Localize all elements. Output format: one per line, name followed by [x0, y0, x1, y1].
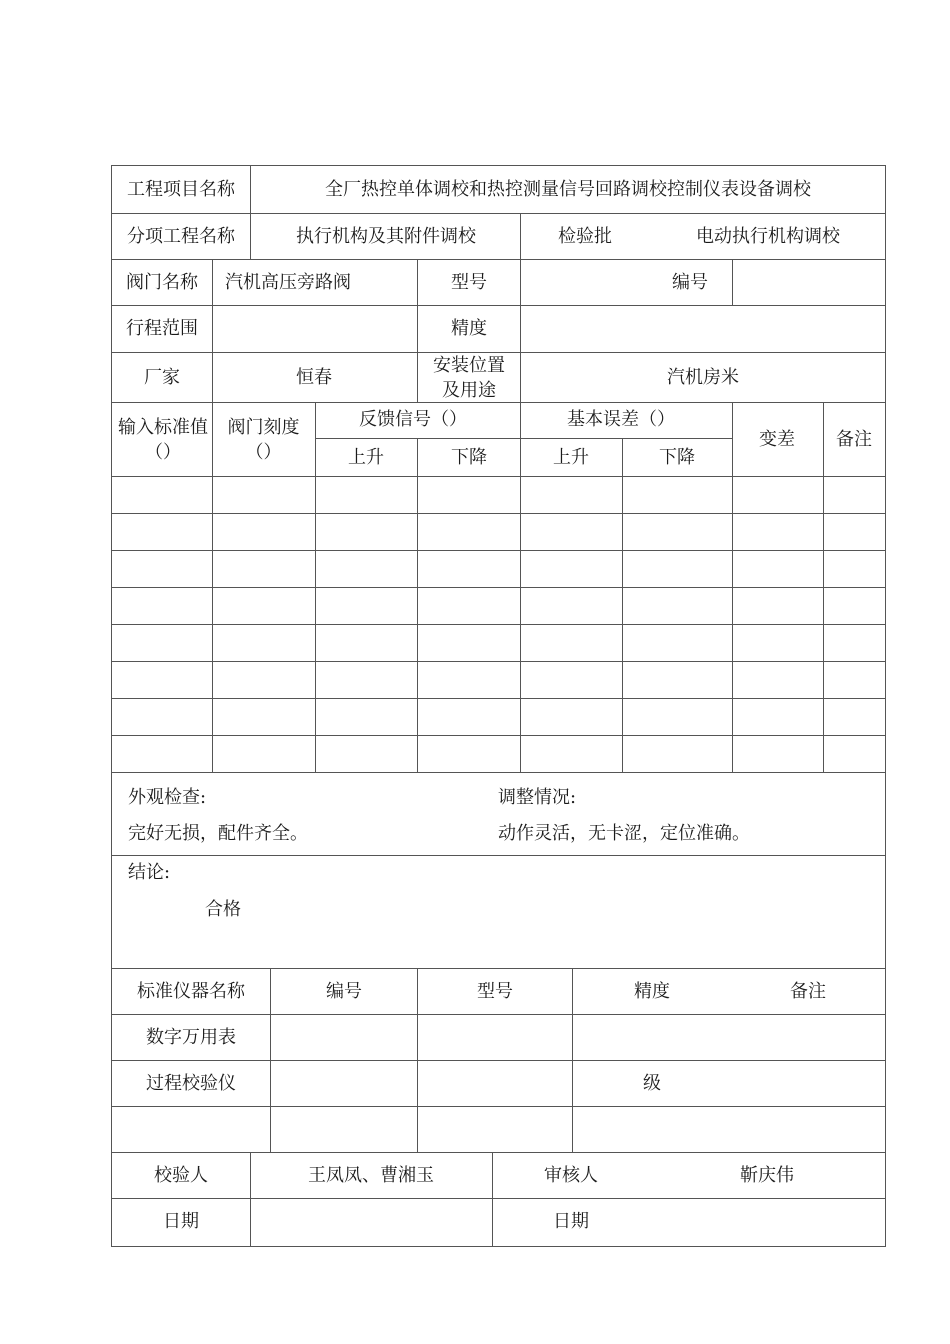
rule	[622, 438, 623, 772]
rule	[111, 1014, 886, 1015]
rule	[111, 968, 886, 969]
manufacturer-value: 恒春	[296, 367, 332, 388]
rule	[520, 259, 521, 402]
instrument-header-accuracy: 精度	[634, 981, 670, 1002]
rule	[111, 1198, 886, 1199]
checker-label: 校验人	[154, 1165, 208, 1186]
sub-project-value: 执行机构及其附件调校	[296, 226, 476, 247]
install-location-value: 汽机房米	[667, 367, 739, 388]
error-rise: 上升	[553, 447, 589, 468]
rule	[111, 624, 886, 625]
rule	[111, 698, 886, 699]
rule	[111, 587, 886, 588]
rule	[315, 402, 316, 772]
rule	[212, 259, 213, 772]
rule	[111, 213, 886, 214]
col-input-standard: 输入标准值（）	[118, 417, 208, 463]
project-name-value: 全厂热控单体调校和热控测量信号回路调校控制仪表设备调校	[325, 179, 811, 200]
rule	[111, 305, 886, 306]
rule	[823, 402, 824, 772]
install-location-label: 安装位置及用途	[433, 355, 505, 401]
valve-name-value: 汽机高压旁路阀	[225, 272, 351, 293]
rule	[111, 1060, 886, 1061]
rule	[111, 476, 886, 477]
rule	[111, 772, 886, 773]
instrument-grade: 级	[643, 1073, 661, 1094]
reviewer-value: 靳庆伟	[740, 1165, 794, 1186]
rule	[270, 968, 271, 1152]
rule	[520, 213, 521, 259]
rule	[572, 968, 573, 1152]
rule	[417, 438, 418, 772]
checker-value: 王凤凤、曹湘玉	[308, 1165, 434, 1186]
accuracy-label: 精度	[451, 318, 487, 339]
review-date-label: 日期	[553, 1211, 589, 1232]
rule	[520, 402, 521, 772]
instrument-header-name: 标准仪器名称	[137, 981, 245, 1002]
adjustment-value: 动作灵活，无卡涩，定位准确。	[498, 823, 750, 844]
rule	[111, 1152, 886, 1153]
model-label: 型号	[451, 272, 487, 293]
col-valve-scale: 阀门刻度（）	[227, 417, 300, 463]
instrument-header-remarks: 备注	[790, 981, 826, 1002]
batch-value: 电动执行机构调校	[696, 226, 840, 247]
batch-label: 检验批	[558, 226, 612, 247]
col-basic-error: 基本误差（）	[567, 409, 675, 430]
appearance-value: 完好无损，配件齐全。	[128, 823, 308, 844]
rule	[111, 661, 886, 662]
instrument-header-number: 编号	[326, 981, 362, 1002]
feedback-rise: 上升	[348, 447, 384, 468]
rule	[315, 438, 732, 439]
stroke-range-label: 行程范围	[126, 318, 198, 339]
project-name-label: 工程项目名称	[127, 179, 235, 200]
instrument-header-model: 型号	[477, 981, 513, 1002]
appearance-label: 外观检查:	[128, 787, 207, 808]
conclusion-value: 合格	[205, 899, 241, 920]
col-remarks: 备注	[836, 429, 872, 450]
rule	[250, 165, 251, 259]
valve-name-label: 阀门名称	[126, 272, 198, 293]
rule	[111, 855, 886, 856]
rule	[111, 1106, 886, 1107]
col-variation: 变差	[759, 429, 795, 450]
rule	[732, 402, 733, 772]
rule	[732, 259, 733, 305]
rule	[111, 735, 886, 736]
instrument-name: 过程校验仪	[146, 1073, 236, 1094]
date-label: 日期	[163, 1211, 199, 1232]
rule	[111, 259, 886, 260]
instrument-name: 数字万用表	[146, 1027, 236, 1048]
rule	[111, 513, 886, 514]
rule	[492, 1152, 493, 1246]
manufacturer-label: 厂家	[144, 367, 180, 388]
number-label: 编号	[672, 272, 708, 293]
col-feedback-signal: 反馈信号（）	[359, 409, 467, 430]
rule	[250, 1152, 251, 1246]
adjustment-label: 调整情况:	[498, 787, 577, 808]
error-fall: 下降	[659, 447, 695, 468]
sub-project-label: 分项工程名称	[127, 226, 235, 247]
rule	[111, 550, 886, 551]
rule	[417, 259, 418, 402]
rule	[417, 968, 418, 1152]
reviewer-label: 审核人	[544, 1165, 598, 1186]
conclusion-label: 结论:	[128, 862, 171, 883]
feedback-fall: 下降	[451, 447, 487, 468]
